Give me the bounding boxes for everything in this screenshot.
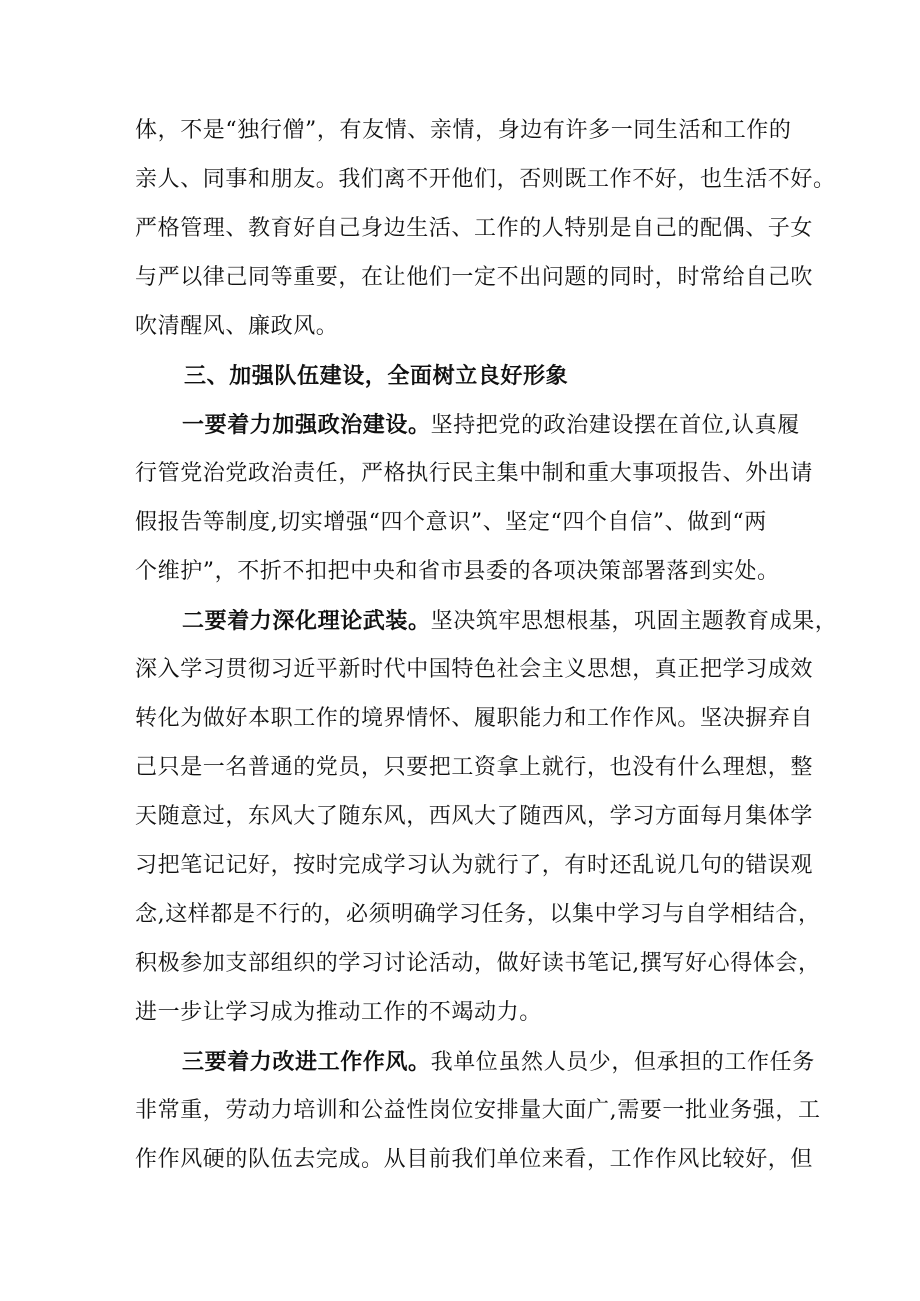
- paragraph-text: 坚决筑牢思想根基，巩固主题教育成果，: [430, 609, 838, 634]
- paragraph-lead: 二要着力深化理论武装。: [182, 608, 431, 634]
- text-line: 与严以律己同等重要，在让他们一定不出问题的同时，时常给自己吹: [135, 265, 814, 290]
- text-line: 积极参加支部组织的学习讨论活动，做好读书笔记,撰写好心得体会，: [135, 951, 821, 976]
- paragraph-text: 我单位虽然人员少，但承担的工作任务: [430, 1050, 815, 1075]
- paragraph-text: 坚持把党的政治建设摆在首位,认真履: [430, 413, 800, 438]
- text-line: 亲人、同事和朋友。我们离不开他们，否则既工作不好，也生活不好。: [135, 167, 836, 192]
- paragraph-first-line: [182, 410, 800, 441]
- text-line: 念,这样都是不行的，必须明确学习任务，以集中学习与自学相结合，: [135, 902, 821, 927]
- text-line: 进一步让学习成为推动工作的不竭动力。: [135, 1000, 542, 1025]
- text-line: 转化为做好本职工作的境界情怀、履职能力和工作作风。坚决摒弃自: [135, 706, 814, 731]
- text-line: 作作风硬的队伍去完成。从目前我们单位来看，工作作风比较好，但: [135, 1147, 814, 1172]
- paragraph-first-line: [182, 1047, 815, 1078]
- text-line: 严格管理、教育好自己身边生活、工作的人特别是自己的配偶、子女: [135, 216, 814, 241]
- text-line: 天随意过，东风大了随东风，西风大了随西风，学习方面每月集体学: [135, 804, 814, 829]
- text-line: 体，不是“独行僧”，有友情、亲情，身边有许多一同生活和工作的: [135, 118, 792, 143]
- text-line: 深入学习贯彻习近平新时代中国特色社会主义思想，真正把学习成效: [135, 657, 814, 682]
- text-line: 吹清醒风、廉政风。: [135, 314, 339, 339]
- text-line: 个维护”，不折不扣把中央和省市县委的各项决策部署落到实处。: [135, 559, 780, 584]
- section-heading: 三、加强队伍建设，全面树立良好形象: [184, 363, 569, 389]
- text-line: 习把笔记记好，按时完成学习认为就行了，有时还乱说几句的错误观: [135, 853, 814, 878]
- text-line: 行管党治党政治责任，严格执行民主集中制和重大事项报告、外出请: [135, 461, 814, 486]
- text-line: 假报告等制度,切实增强“四个意识”、坚定“四个自信”、做到“两: [135, 510, 767, 535]
- paragraph-first-line: [182, 606, 838, 637]
- paragraph-lead: 一要着力加强政治建设。: [182, 412, 431, 438]
- paragraph-lead: 三要着力改进工作作风。: [182, 1049, 431, 1075]
- text-line: 己只是一名普通的党员，只要把工资拿上就行，也没有什么理想，整: [135, 755, 814, 780]
- text-line: 非常重，劳动力培训和公益性岗位安排量大面广,需要一批业务强，工: [135, 1098, 821, 1123]
